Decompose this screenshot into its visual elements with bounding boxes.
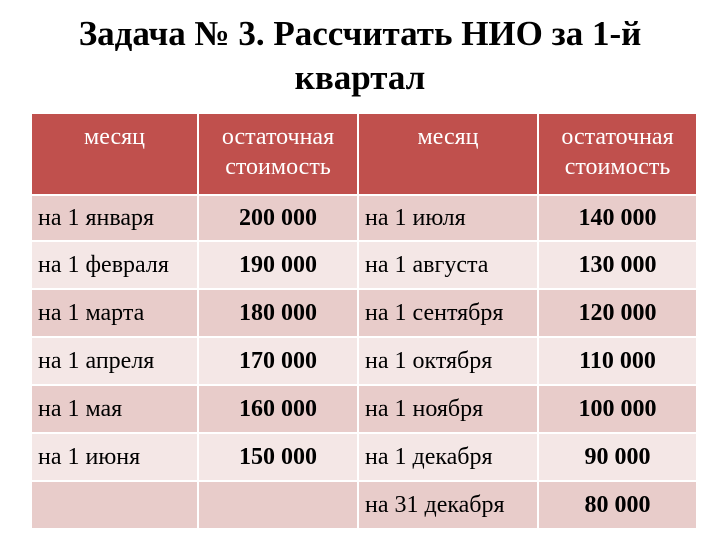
month-cell: на 1 октября [358, 337, 538, 385]
month-cell: на 1 сентября [358, 289, 538, 337]
value-cell: 140 000 [538, 195, 696, 241]
depreciation-table [32, 114, 696, 528]
value-cell: 170 000 [198, 337, 358, 385]
value-cell: 180 000 [198, 289, 358, 337]
month-cell: на 31 декабря [358, 481, 538, 528]
value-cell: 200 000 [198, 195, 358, 241]
value-cell: 100 000 [538, 385, 696, 433]
month-cell: на 1 февраля [32, 241, 198, 289]
header-month-2: месяц [358, 114, 538, 195]
header-residual-value-2: остаточная стоимость [538, 114, 696, 195]
header-residual-value-1: остаточная стоимость [198, 114, 358, 195]
month-cell: на 1 августа [358, 241, 538, 289]
value-cell: 80 000 [538, 481, 696, 528]
month-cell: на 1 апреля [32, 337, 198, 385]
value-cell [198, 481, 358, 528]
value-cell: 130 000 [538, 241, 696, 289]
value-cell: 160 000 [198, 385, 358, 433]
month-cell: на 1 января [32, 195, 198, 241]
title-line-2: квартал [294, 58, 426, 97]
table-row [32, 289, 696, 337]
table-row [32, 241, 696, 289]
value-cell: 190 000 [198, 241, 358, 289]
value-cell: 120 000 [538, 289, 696, 337]
value-cell: 110 000 [538, 337, 696, 385]
month-cell: на 1 июля [358, 195, 538, 241]
table-row [32, 195, 696, 241]
header-month-1: месяц [32, 114, 198, 195]
value-cell: 150 000 [198, 433, 358, 481]
table-row [32, 433, 696, 481]
table-header-row [32, 114, 696, 195]
title-line-1: Задача № 3. Рассчитать НИО за 1-й [78, 14, 642, 53]
table-row [32, 481, 696, 528]
month-cell: на 1 мая [32, 385, 198, 433]
month-cell [32, 481, 198, 528]
month-cell: на 1 марта [32, 289, 198, 337]
table-row [32, 337, 696, 385]
month-cell: на 1 декабря [358, 433, 538, 481]
value-cell: 90 000 [538, 433, 696, 481]
month-cell: на 1 июня [32, 433, 198, 481]
table-row [32, 385, 696, 433]
month-cell: на 1 ноября [358, 385, 538, 433]
page-title [0, 12, 720, 100]
